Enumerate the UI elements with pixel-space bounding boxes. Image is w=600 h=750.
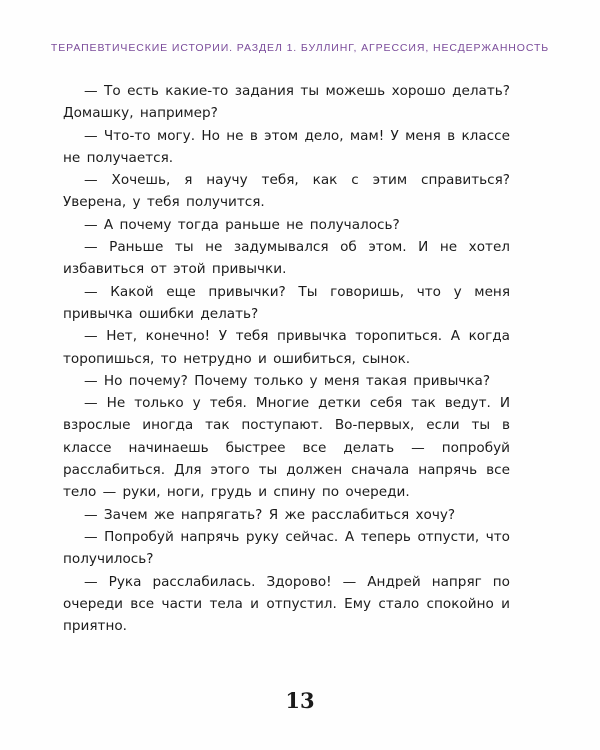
paragraph: — Рука расслабилась. Здорово! — Андрей напряг по очереди все части тела и отпустил. Ему стало спокойно и приятно. bbox=[63, 573, 510, 635]
paragraph: — То есть какие-то задания ты можешь хорошо делать? Домашку, например? bbox=[63, 83, 510, 122]
paragraph: — Нет, конечно! У тебя привычка торопиться. А когда торопишься, то нетрудно и ошибиться, сынок. bbox=[63, 328, 510, 367]
paragraph: — Не только у тебя. Многие детки себя так ведут. И взрослые иногда так поступают. Во-первых, если ты в классе начинаешь быстрее все делать — попробуй расслабиться. Для этого ты должен сначала напрячь все тело — руки, ноги, грудь и спину по очереди. bbox=[63, 395, 510, 501]
paragraph: — Что-то могу. Но не в этом дело, мам! У меня в классе не получается. bbox=[63, 127, 510, 166]
paragraph: — Какой еще привычки? Ты говоришь, что у меня привычка ошибки делать? bbox=[63, 283, 510, 322]
paragraph: — Хочешь, я научу тебя, как с этим справиться? Уверена, у тебя получится. bbox=[63, 172, 510, 211]
paragraph: — А почему тогда раньше не получалось? bbox=[84, 216, 400, 233]
paragraph: — Но почему? Почему только у меня такая привычка? bbox=[84, 372, 491, 389]
running-header: ТЕРАПЕВТИЧЕСКИЕ ИСТОРИИ. РАЗДЕЛ 1. БУЛЛИНГ, АГРЕССИЯ, НЕСДЕРЖАННОСТЬ bbox=[50, 42, 550, 54]
paragraph: — Зачем же напрягать? Я же расслабиться хочу? bbox=[84, 506, 456, 523]
page-number: 13 bbox=[285, 688, 315, 713]
paragraph: — Раньше ты не задумывался об этом. И не хотел избавиться от этой привычки. bbox=[63, 239, 510, 278]
story-text bbox=[63, 80, 510, 637]
paragraph: — Попробуй напрячь руку сейчас. А теперь отпусти, что получилось? bbox=[63, 528, 510, 568]
